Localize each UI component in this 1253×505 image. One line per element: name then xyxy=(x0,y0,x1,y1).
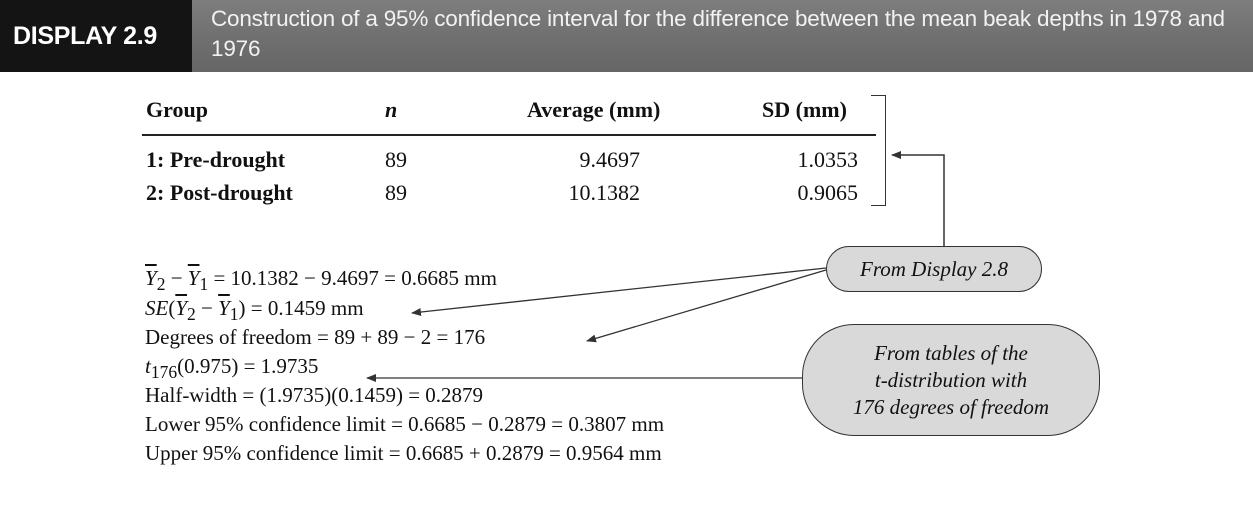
table-row-group: 1: Pre-drought xyxy=(146,147,286,172)
table-row-average: 10.1382 xyxy=(568,180,640,205)
callout-from-tables xyxy=(802,324,1100,436)
table-row-group: 2: Post-drought xyxy=(146,180,293,205)
half-width-line: Half-width = (1.9735)(0.1459) = 0.2879 xyxy=(145,383,484,407)
arrow-to-table xyxy=(892,155,944,246)
t-subscript: 176 xyxy=(150,362,178,383)
t-multiplier-value: (0.975) = 1.9735 xyxy=(177,354,319,378)
callout-tables-line: From tables of the xyxy=(874,341,1028,365)
degrees-of-freedom-line: Degrees of freedom = 89 + 89 − 2 = 176 xyxy=(145,325,486,349)
callout-tables-line: t-distribution with xyxy=(874,368,1028,392)
column-header-sd: SD (mm) xyxy=(762,97,847,122)
standard-error-value: ) = 0.1459 mm xyxy=(238,296,364,320)
upper-limit-line: Upper 95% confidence limit = 0.6685 + 0.2879 = 0.9564 mm xyxy=(145,441,662,465)
table-row-sd: 0.9065 xyxy=(797,180,858,205)
table-row-n: 89 xyxy=(385,180,407,205)
column-header-group: Group xyxy=(146,97,208,122)
callout-from-display: From Display 2.8 xyxy=(826,246,1042,292)
lower-limit-line: Lower 95% confidence limit = 0.6685 − 0.2879 = 0.3807 mm xyxy=(145,412,665,436)
difference-value: = 10.1382 − 9.4697 = 0.6685 mm xyxy=(213,266,497,290)
table-row-sd: 1.0353 xyxy=(797,147,858,172)
column-header-average: Average (mm) xyxy=(527,97,661,122)
table-row-n: 89 xyxy=(385,147,407,172)
difference-formula: $\overline{Y}_2 - \overline{Y}_1 = 10.1382 - 9.4697 = 0.6685$ mm xyxy=(145,266,497,295)
display-header xyxy=(0,0,1253,72)
display-caption: Construction of a 95% confidence interval for the difference between the mean beak depths in 1978 and 1976 xyxy=(211,6,1225,61)
arrow-to-df xyxy=(587,270,826,341)
t-multiplier-line: $t_{176}(0.975) = 1.9735$ xyxy=(145,354,319,383)
table-header-rule xyxy=(142,134,876,136)
table-row-average: 9.4697 xyxy=(579,147,640,172)
table-bracket xyxy=(871,95,886,206)
standard-error-formula: $SE(\overline{Y}_2 - \overline{Y}_1) = 0.1459$ mm xyxy=(145,296,364,325)
display-number: DISPLAY 2.9 xyxy=(0,0,192,72)
column-header-n: n xyxy=(385,97,398,122)
callout-tables-line: 176 degrees of freedom xyxy=(852,395,1050,419)
